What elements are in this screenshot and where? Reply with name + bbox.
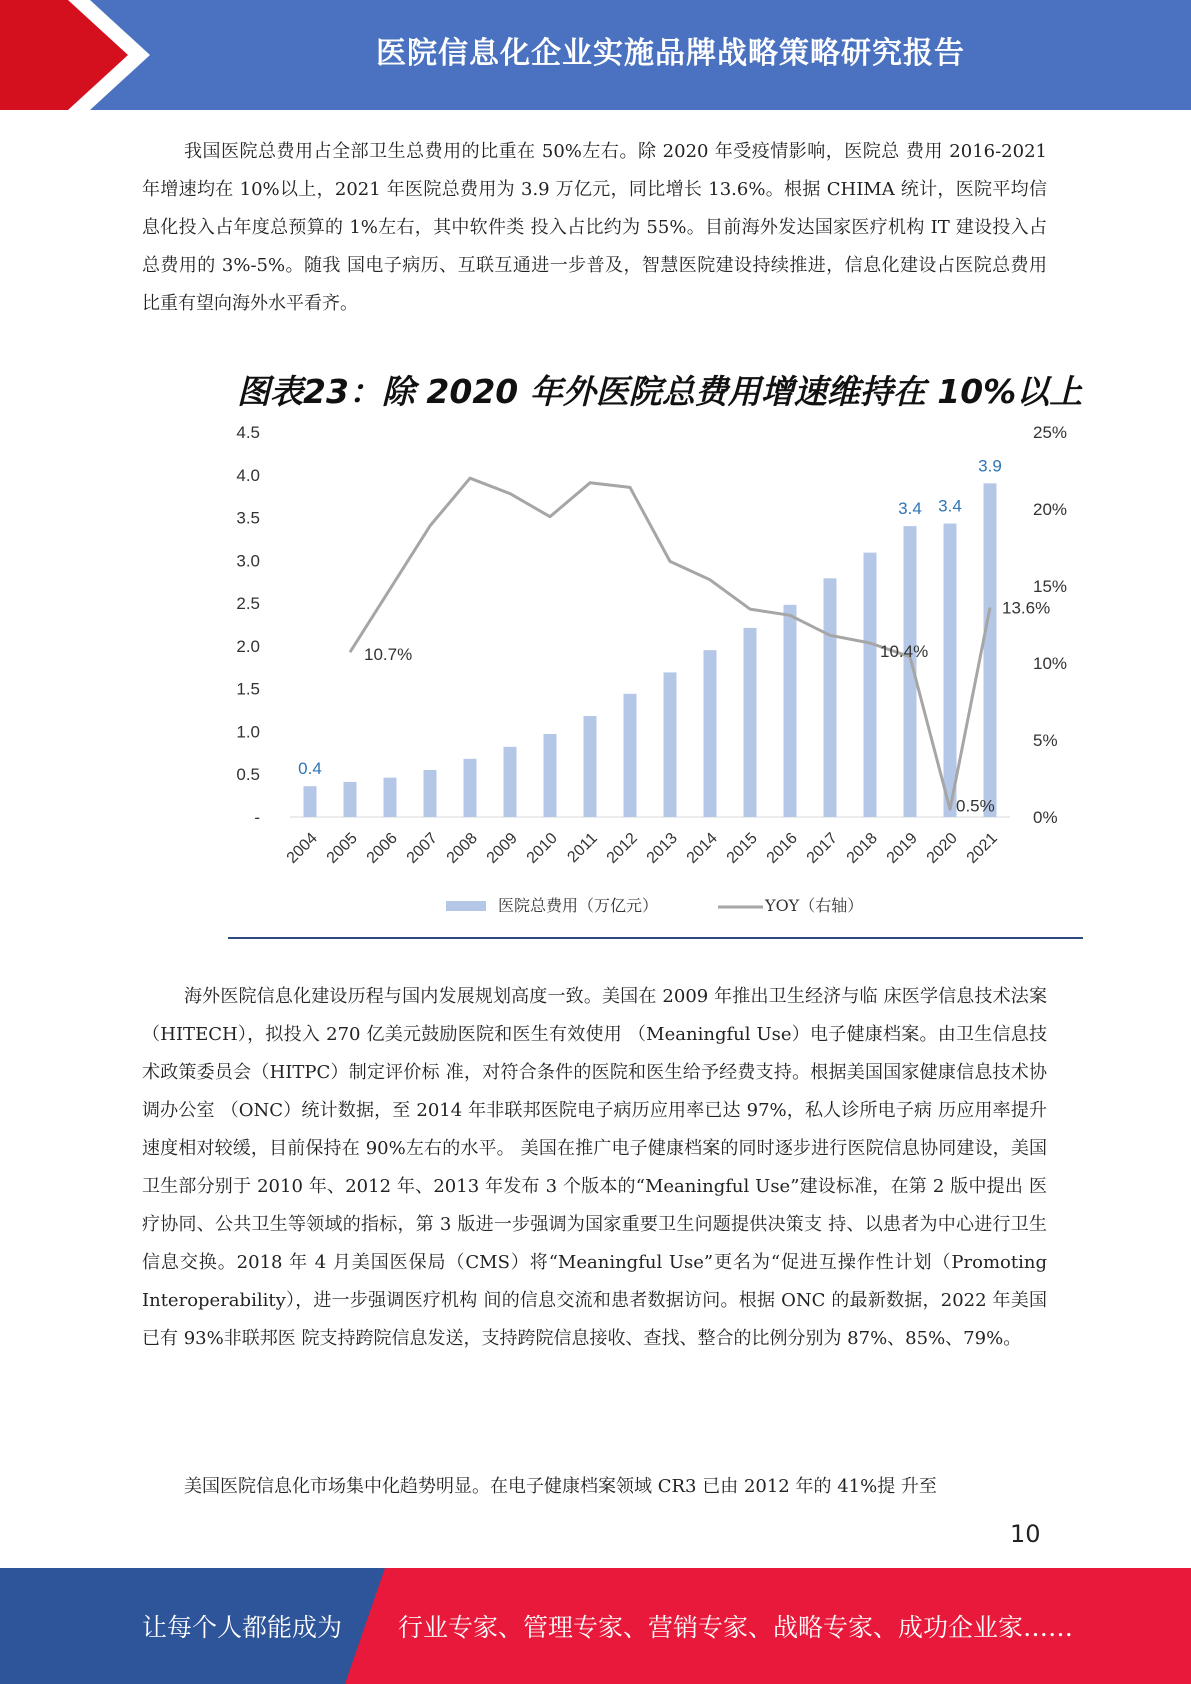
bar xyxy=(584,716,597,817)
line-data-label: 10.4% xyxy=(880,641,929,661)
category-tick-label: 2016 xyxy=(763,829,801,867)
bar xyxy=(944,524,957,817)
bar-data-label: 3.4 xyxy=(938,496,962,516)
bar xyxy=(424,770,437,817)
footer-slogan-left: 让每个人都能成为 xyxy=(142,1613,343,1642)
bar xyxy=(464,759,477,817)
bar xyxy=(344,782,357,817)
body-paragraph-1: 我国医院总费用占全部卫生总费用的比重在 50%左右。除 2020 年受疫情影响，医院总 费用 2016-2021 年增速均在 10%以上，2021 年医院总费用为 3.9 万亿元，同比增长 13.6%。根据 CHIMA 统计，医院平均信息化投入占年度总预算的 1%左右，其中软件类 投入占比约为 55%。目前海外发达国家医疗机构 IT 建设投入占总费用的 3%-5%。随我 国电子病历、互联互通进一步普及，智慧医院建设持续推进，信息化建设占医院总费用 比重有望向海外水平看齐。 xyxy=(142,141,1047,314)
bar xyxy=(704,650,717,817)
bar xyxy=(304,786,317,817)
category-tick-label: 2010 xyxy=(523,829,561,867)
left-axis-tick-label: 2.0 xyxy=(236,636,260,656)
category-tick-label: 2018 xyxy=(843,829,881,867)
category-tick-label: 2006 xyxy=(363,829,401,867)
chart-bottom-rule xyxy=(228,937,1083,939)
right-axis-tick-label: 5% xyxy=(1033,731,1058,750)
line-data-label: 10.7% xyxy=(364,645,413,665)
left-axis-tick-label: 2.5 xyxy=(236,594,260,614)
category-tick-label: 2013 xyxy=(643,829,681,867)
bar xyxy=(824,578,837,817)
bar xyxy=(984,483,997,817)
left-axis-tick-label: 3.5 xyxy=(236,508,260,528)
right-axis-tick-label: 0% xyxy=(1033,808,1058,827)
right-axis-tick-label: 10% xyxy=(1033,654,1068,673)
left-axis-tick-label: 0.5 xyxy=(236,765,260,785)
category-tick-label: 2017 xyxy=(803,829,841,867)
bar xyxy=(504,747,517,817)
legend-bar-swatch xyxy=(446,901,486,911)
category-tick-label: 2015 xyxy=(723,829,761,867)
header-title: 医院信息化企业实施品牌战略策略研究报告 xyxy=(376,36,965,71)
page-footer xyxy=(0,1568,1191,1684)
bar xyxy=(624,694,637,817)
bar xyxy=(544,734,557,817)
category-tick-label: 2014 xyxy=(683,829,721,867)
bar-data-label: 3.4 xyxy=(898,499,922,519)
left-axis-tick-label: 4.5 xyxy=(236,423,260,442)
bar xyxy=(664,672,677,817)
right-axis-tick-label: 15% xyxy=(1033,577,1068,596)
bar xyxy=(384,778,397,817)
left-axis-tick-label: - xyxy=(254,808,260,827)
bar-data-label: 3.9 xyxy=(978,456,1002,476)
category-tick-label: 2019 xyxy=(883,829,921,867)
left-axis-tick-label: 4.0 xyxy=(236,465,260,485)
category-tick-label: 2011 xyxy=(564,829,601,867)
right-axis-tick-label: 25% xyxy=(1033,423,1068,442)
legend-bar-label: 医院总费用（万亿元） xyxy=(498,896,659,915)
page-header xyxy=(0,0,1191,110)
category-tick-label: 2004 xyxy=(283,829,321,867)
category-tick-label: 2007 xyxy=(403,829,441,867)
left-axis-tick-label: 3.0 xyxy=(236,551,260,571)
left-axis-tick-label: 1.5 xyxy=(236,679,260,699)
legend-line-label: YOY（右轴） xyxy=(765,896,864,915)
bar xyxy=(784,605,797,817)
hospital-cost-chart xyxy=(228,410,1083,930)
category-tick-label: 2009 xyxy=(483,829,521,867)
bar-data-label: 0.4 xyxy=(298,759,322,779)
line-data-label: 13.6% xyxy=(1002,598,1051,618)
category-tick-label: 2020 xyxy=(923,829,961,867)
bar xyxy=(864,553,877,817)
category-tick-label: 2008 xyxy=(443,829,481,867)
bar xyxy=(744,628,757,817)
line-data-label: 0.5% xyxy=(956,796,995,816)
body-paragraph-2: 海外医院信息化建设历程与国内发展规划高度一致。美国在 2009 年推出卫生经济与临 床医学信息技术法案（HITECH），拟投入 270 亿美元鼓励医院和医生有效使用 （Meaningful Use）电子健康档案。由卫生信息技术政策委员会（HITPC）制定评价标 准，对符合条件的医院和医生给予经费支持。根据美国国家健康信息技术协调办公室 （ONC）统计数据，至 2014 年非联邦医院电子病历应用率已达 97%，私人诊所电子病 历应用率提升速度相对较缓，目前保持在 90%左右的水平。 美国在推广电子健康档案的同时逐步进行医院信息协同建设，美国卫生部分别于 2010 年、2012 年、2013 年发布 3 个版本的“Meaningful Use”建设标准，在第 2 版中提出 医疗协同、公共卫生等领域的指标，第 3 版进一步强调为国家重要卫生问题提供决策支 持、以患者为中心进行卫生信息交换。2018 年 4 月美国医保局（CMS）将“Meaningful Use”更名为“促进互操作性计划（Promoting Interoperability），进一步强调医疗机构 间的信息交流和患者数据访问。根据 ONC 的最新数据，2022 年美国已有 93%非联邦医 院支持跨院信息发送，支持跨院信息接收、查找、整合的比例分别为 87%、85%、79%。 xyxy=(142,986,1047,1349)
chart-title: 图表23：除 2020 年外医院总费用增速维持在 10%以上 xyxy=(237,372,1083,411)
right-axis-tick-label: 20% xyxy=(1033,500,1068,519)
left-axis-tick-label: 1.0 xyxy=(236,722,260,742)
category-tick-label: 2005 xyxy=(323,829,361,867)
body-paragraph-3: 美国医院信息化市场集中化趋势明显。在电子健康档案领域 CR3 已由 2012 年的 41%提 升至 xyxy=(184,1476,937,1497)
footer-slogan-right: 行业专家、管理专家、营销专家、战略专家、成功企业家…… xyxy=(398,1613,1074,1642)
category-tick-label: 2021 xyxy=(963,829,1001,867)
page-number: 10 xyxy=(1010,1520,1041,1548)
category-tick-label: 2012 xyxy=(603,829,641,867)
